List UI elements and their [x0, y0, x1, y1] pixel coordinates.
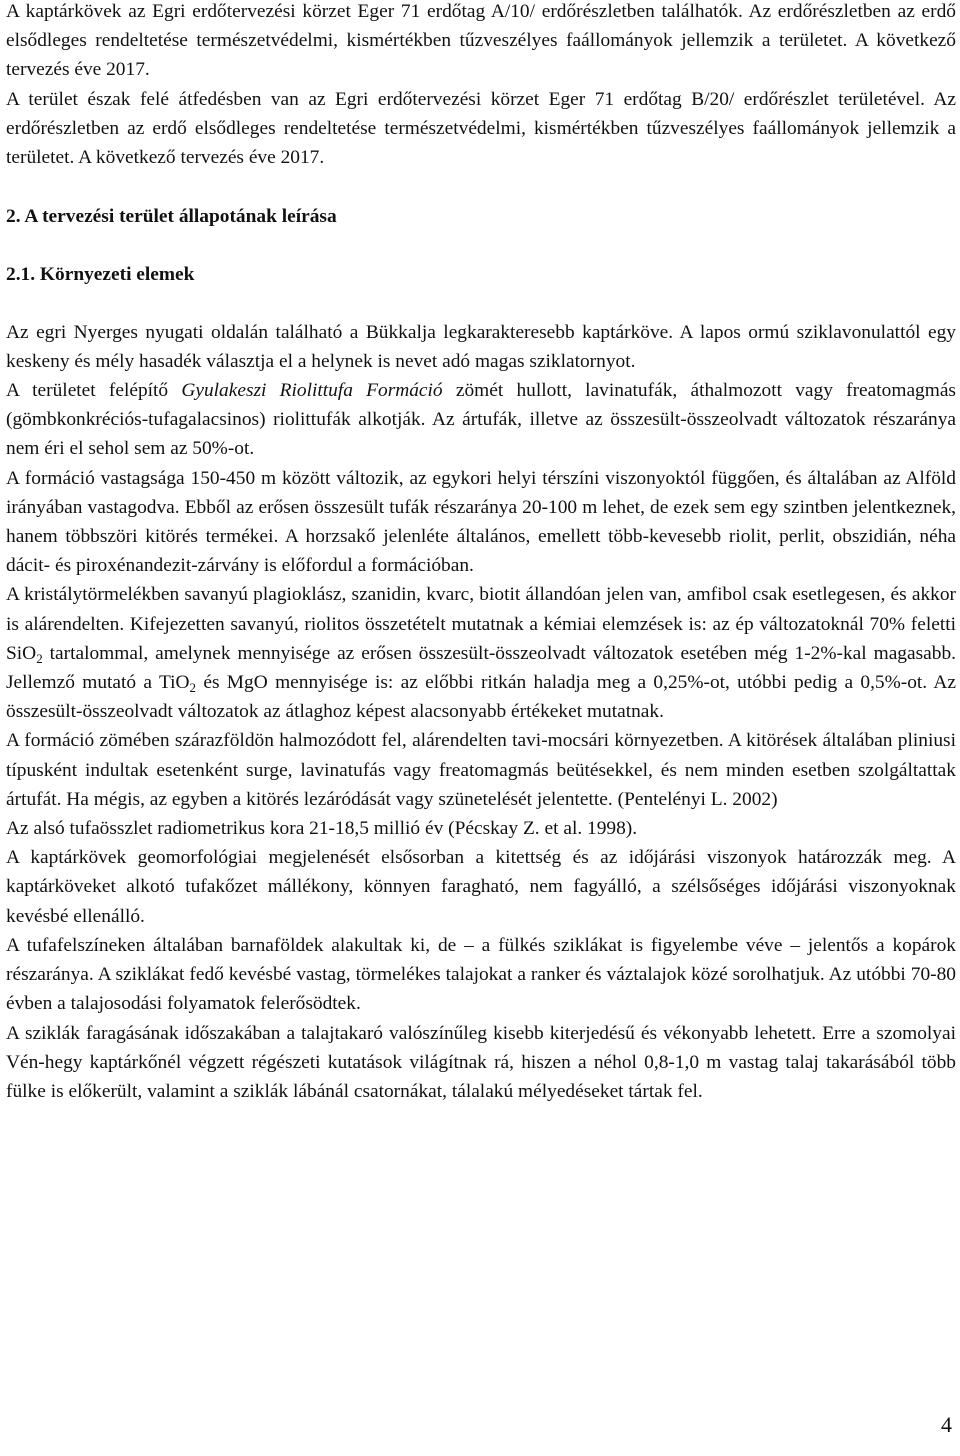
paragraph-4-text-a: A kristálytörmelékben savanyú plagioklász, szanidin, kvarc, biotit állandóan jelen van, amfibol csak esetlegesen, és akkor is alárendelten. Kifejezetten savanyú, riolitos összetételt mutatnak a kémiai elemzések is: az ép változatoknál 70% feletti SiO [6, 584, 956, 664]
body-paragraph-6: Az alsó tufaösszlet radiometrikus kora 21-18,5 millió év (Pécskay Z. et al. 1998). [6, 818, 638, 840]
paragraph-4-text-c: és MgO mennyisége is: az előbbi ritkán haladja meg a 0,25%-ot, utóbbi pedig a 0,5%-ot. Az összesült-összeolvadt változatok az átlaghoz képest alacsonyabb értékeket mutatnak. [6, 672, 957, 723]
body-paragraph-7: A kaptárkövek geomorfológiai megjelenését elsősorban a kitettség és az időjárási viszonyok határozzák meg. A kaptárköveket alkotó tufakőzet mállékony, könnyen faragható, nem fagyálló, a szélsőséges időjárási viszonyoknak kevésbé ellenálló. [6, 847, 956, 927]
body-paragraph-1: Az egri Nyerges nyugati oldalán található a Bükkalja legkarakteresebb kaptárköve. A lapos ormú sziklavonulattól egy keskeny és mély hasadék választja el a helynek is nevet adó magas sziklatornyot. [6, 321, 956, 372]
intro-paragraph-1: A kaptárkövek az Egri erdőtervezési körzet Eger 71 erdőtag A/10/ erdőrészletben találhatók. Az erdőrészletben az erdő elsődleges rendeltetése természetvédelmi, kismértékben tűzveszélyes faállományok jellemzik a területet. A következő tervezés éve 2017. [6, 1, 956, 81]
page-number: 4 [941, 1412, 952, 1437]
body-paragraph-4 [6, 580, 956, 726]
subscript-sio2: 2 [36, 650, 43, 666]
section-heading: 2. A tervezési terület állapotának leírása [6, 206, 337, 228]
paragraph-2-text-start: A területet felépítő [6, 380, 182, 402]
document-page [6, 0, 956, 1106]
formation-name: Gyulakeszi Riolittufa Formáció [181, 380, 443, 402]
intro-paragraph-2: A terület észak felé átfedésben van az Egri erdőtervezési körzet Eger 71 erdőtag B/20/ erdőrészlet területével. Az erdőrészletben az erdő elsődleges rendeltetése természetvédelmi, kismértékben tűzveszélyes faállományok jellemzik a területet. A következő tervezés éve 2017. [6, 88, 956, 169]
subscript-tio2: 2 [189, 680, 197, 696]
body-paragraph-2 [6, 376, 956, 464]
paragraph-4-text-b: tartalommal, amelynek mennyisége az erősen összesült-összeolvadt változatok esetében még 1-2%-kal magasabb. Jellemző mutató a TiO [6, 642, 956, 694]
body-paragraph-5: A formáció zömében szárazföldön halmozódott fel, alárendelten tavi-mocsári környezetben. A kitörések általában pliniusi típusként indultak esetenként surge, lavinatufás vagy freatomagmás beütésekkel, és nem minden esetben szolgáltattak ártufát. Ha mégis, az egyben a kitörés lezáródását vagy szünetelését jelentette. (Pentelényi L. 2002) [6, 730, 956, 810]
body-paragraph-3: A formáció vastagsága 150-450 m között változik, az egykori helyi térszíni viszonyoktól függően, és általában az Alföld irányában vastagodva. Ebből az erősen összesült tufák részaránya 20-100 m lehet, de ezek sem egy szintben jelentkeznek, hanem többszöri kitörés termékei. A horzsakő jelenléte általános, emellett több-kevesebb riolit, perlit, obszidián, néha dácit- és piroxénandezit-zárvány is előfordul a formációban. [6, 467, 956, 577]
subsection-heading: 2.1. Környezeti elemek [6, 264, 195, 286]
body-paragraph-8: A tufafelszíneken általában barnaföldek alakultak ki, de – a fülkés sziklákat is figyelembe véve – jelentős a kopárok részaránya. A sziklákat fedő kevésbé vastag, törmelékes talajokat a ranker és váztalajok közé sorolhatjuk. Az utóbbi 70-80 évben a talajosodási folyamatok felerősödtek. [6, 934, 956, 1015]
body-paragraph-9: A sziklák faragásának időszakában a talajtakaró valószínűleg kisebb kiterjedésű és vékonyabb lehetett. Erre a szomolyai Vén-hegy kaptárkőnél végzett régészeti kutatások világítnak rá, hiszen a néhol 0,8-1,0 m vastag talaj takarásából több fülke is előkerült, valamint a sziklák lábánál csatornákat, tálalakú mélyedéseket tártak fel. [6, 1022, 956, 1102]
paragraph-2-text-end: zömét hullott, lavinatufák, áthalmozott vagy freatomagmás (gömbkonkréciós-tufagalacsinos) riolittufák alkotják. Az ártufák, illetve az összesült-összeolvadt változatok részaránya nem éri el sehol sem az 50%-ot. [6, 380, 956, 460]
